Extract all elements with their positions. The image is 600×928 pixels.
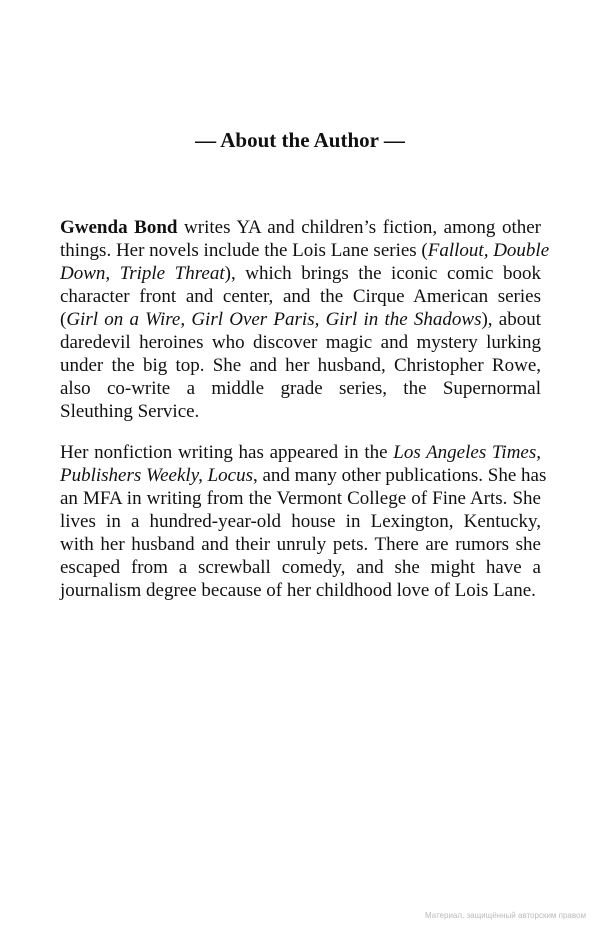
text-run: escaped from a screwball comedy, and she might have a (60, 557, 541, 578)
text-run: things. Her novels include the Lois Lane series ( (60, 240, 428, 261)
text-line (60, 262, 541, 285)
text-line (60, 354, 541, 377)
italic-title: Down, Triple Threat (60, 263, 225, 284)
italic-title: Publishers Weekly, Locus (60, 465, 253, 486)
text-run: Sleuthing Service. (60, 401, 200, 422)
italic-title: Los Angeles Times, (393, 442, 542, 463)
text-run: ( (60, 309, 67, 330)
text-line (60, 510, 541, 533)
text-line (60, 579, 541, 602)
italic-title: Fallout, Double (427, 240, 550, 261)
text-run: character front and center, and the Cirque American series (60, 286, 541, 307)
text-line (60, 216, 541, 239)
text-line (60, 377, 541, 400)
text-run: ), which brings the iconic comic book (224, 263, 541, 284)
paragraph-1 (60, 216, 550, 423)
text-run: writes YA and children’s fiction, among other (177, 217, 541, 238)
text-run: journalism degree because of her childhood love of Lois Lane. (60, 580, 536, 601)
text-run: an MFA in writing from the Vermont College of Fine Arts. She (60, 488, 541, 509)
paragraph-2 (60, 441, 547, 602)
text-run: , and many other publications. She has (252, 465, 547, 486)
text-line (60, 331, 541, 354)
italic-title: Girl on a Wire, Girl Over Paris, Girl in the Shadows (66, 309, 482, 330)
text-line (60, 400, 541, 423)
text-run: with her husband and their unruly pets. There are rumors she (60, 534, 541, 555)
text-line (60, 308, 541, 331)
text-run: Her nonfiction writing has appeared in the (60, 442, 394, 463)
text-line (60, 533, 541, 556)
text-run: lives in a hundred-year-old house in Lexington, Kentucky, (60, 511, 541, 532)
text-line (60, 556, 541, 579)
text-run: also co-write a middle grade series, the Supernormal (60, 378, 541, 399)
text-run: ), about (481, 309, 541, 330)
author-name: Gwenda Bond (60, 217, 178, 238)
text-line (60, 441, 541, 464)
section-title: — About the Author — (195, 128, 405, 152)
text-line (60, 464, 547, 487)
text-run: daredevil heroines who discover magic and mystery lurking (60, 332, 541, 353)
text-run: under the big top. She and her husband, Christopher Rowe, (60, 355, 541, 376)
text-line (60, 285, 541, 308)
copyright-watermark: Материал, защищённый авторским правом (424, 911, 586, 920)
text-line (60, 239, 550, 262)
text-line (60, 487, 541, 510)
